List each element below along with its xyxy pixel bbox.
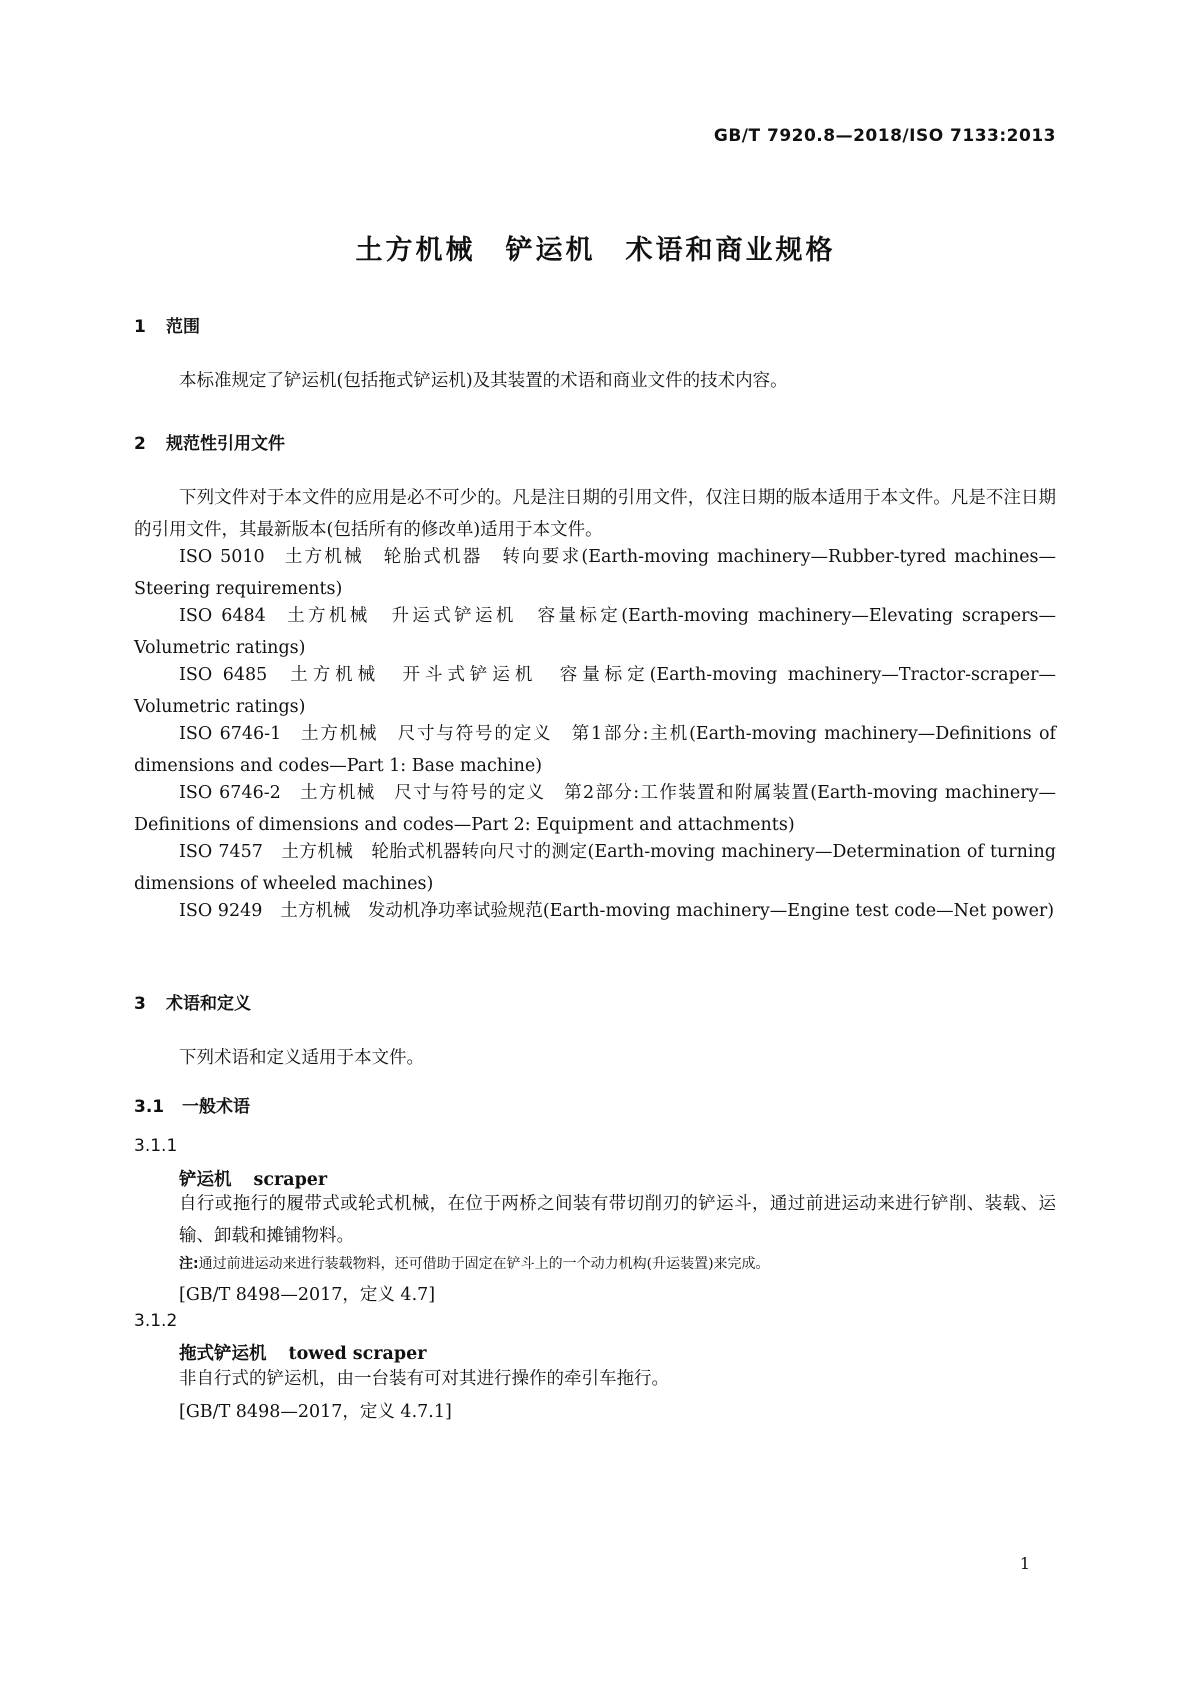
reference-code: ISO 5010 — [179, 547, 265, 567]
section-title: 术语和定义 — [166, 994, 251, 1014]
section-3-heading — [134, 989, 251, 1014]
reference-code: ISO 6746-2 — [179, 783, 281, 803]
section-title: 一般术语 — [182, 1097, 250, 1117]
reference-code: ISO 9249 — [179, 901, 263, 921]
term-en: towed scraper — [288, 1344, 427, 1364]
note-text: 通过前进运动来进行装载物料，还可借助于固定在铲斗上的一个动力机构(升运装置)来完成。 — [198, 1256, 770, 1272]
paragraph-text: 下列文件对于本文件的应用是必不可少的。凡是注日期的引用文件，仅注日期的版本适用于本文件。凡是不注日期的引用文件，其最新版本(包括所有的修改单)适用于本文件。 — [134, 488, 1056, 540]
reference-item — [134, 541, 1056, 605]
reference-text: 土方机械 开斗式铲运机 容量标定(Earth-moving machinery—Tractor-scraper—Volumetric ratings) — [134, 665, 1056, 717]
reference-code: ISO 7457 — [179, 842, 263, 862]
reference-text: 土方机械 轮胎式机器转向尺寸的测定(Earth-moving machinery—Determination of turning dimensions of wheeled machines) — [134, 842, 1056, 894]
reference-text: 土方机械 尺寸与符号的定义 第2部分:工作装置和附属装置(Earth-moving machinery—Definitions of dimensions and codes—Part 2: Equipment and attachments) — [134, 783, 1056, 835]
section-1-heading — [134, 312, 200, 337]
section-number: 2 — [134, 434, 146, 454]
term-definition: 自行或拖行的履带式或轮式机械，在位于两桥之间装有带切削刃的铲运斗，通过前进运动来进行铲削、装载、运输、卸载和摊铺物料。 — [179, 1194, 1056, 1246]
term-zh: 拖式铲运机 — [179, 1344, 267, 1364]
reference-item — [134, 895, 1056, 927]
term-zh: 铲运机 — [179, 1170, 232, 1190]
reference-item — [134, 777, 1056, 841]
reference-item — [134, 659, 1056, 723]
term-source: [GB/T 8498—2017，定义 4.7.1] — [179, 1402, 452, 1422]
section-number: 1 — [134, 317, 146, 337]
reference-text: 土方机械 升运式铲运机 容量标定(Earth-moving machinery—Elevating scrapers—Volumetric ratings) — [134, 606, 1056, 658]
standard-id: GB/T 7920.8—2018/ISO 7133:2013 — [713, 126, 1056, 146]
reference-text: 土方机械 尺寸与符号的定义 第1部分:主机(Earth-moving machinery—Definitions of dimensions and codes—Part 1: Base machine) — [134, 724, 1056, 776]
term-definition: 非自行式的铲运机，由一台装有可对其进行操作的牵引车拖行。 — [179, 1369, 669, 1389]
term-source: [GB/T 8498—2017，定义 4.7] — [179, 1285, 436, 1305]
subsection-3-1-heading — [134, 1092, 250, 1117]
term-number: 3.1.1 — [134, 1136, 178, 1156]
section-number: 3 — [134, 994, 146, 1014]
paragraph-text: 本标准规定了铲运机(包括拖式铲运机)及其装置的术语和商业文件的技术内容。 — [179, 371, 788, 391]
section-2-intro — [134, 482, 1056, 546]
reference-item — [134, 600, 1056, 664]
reference-item — [134, 718, 1056, 782]
section-title: 范围 — [166, 317, 200, 337]
reference-code: ISO 6485 — [179, 665, 268, 685]
paragraph-text: 下列术语和定义适用于本文件。 — [179, 1048, 424, 1068]
section-number: 3.1 — [134, 1097, 165, 1117]
term-number: 3.1.2 — [134, 1311, 178, 1331]
reference-code: ISO 6746-1 — [179, 724, 282, 744]
note-label: 注: — [179, 1256, 199, 1272]
section-title: 规范性引用文件 — [166, 434, 285, 454]
reference-text: 土方机械 发动机净功率试验规范(Earth-moving machinery—Engine test code—Net power) — [280, 901, 1055, 921]
section-3-intro — [134, 1042, 1056, 1074]
term-entry — [179, 1340, 426, 1365]
reference-text: 土方机械 轮胎式机器 转向要求(Earth-moving machinery—Rubber-tyred machines—Steering requirements) — [134, 547, 1056, 599]
page-number: 1 — [1019, 1554, 1030, 1573]
reference-code: ISO 6484 — [179, 606, 266, 626]
document-title: 土方机械 铲运机 术语和商业规格 — [355, 235, 836, 266]
reference-item — [134, 836, 1056, 900]
section-2-heading — [134, 429, 285, 454]
term-note — [179, 1253, 770, 1273]
term-en: scraper — [253, 1170, 328, 1190]
section-1-body — [134, 365, 1056, 397]
